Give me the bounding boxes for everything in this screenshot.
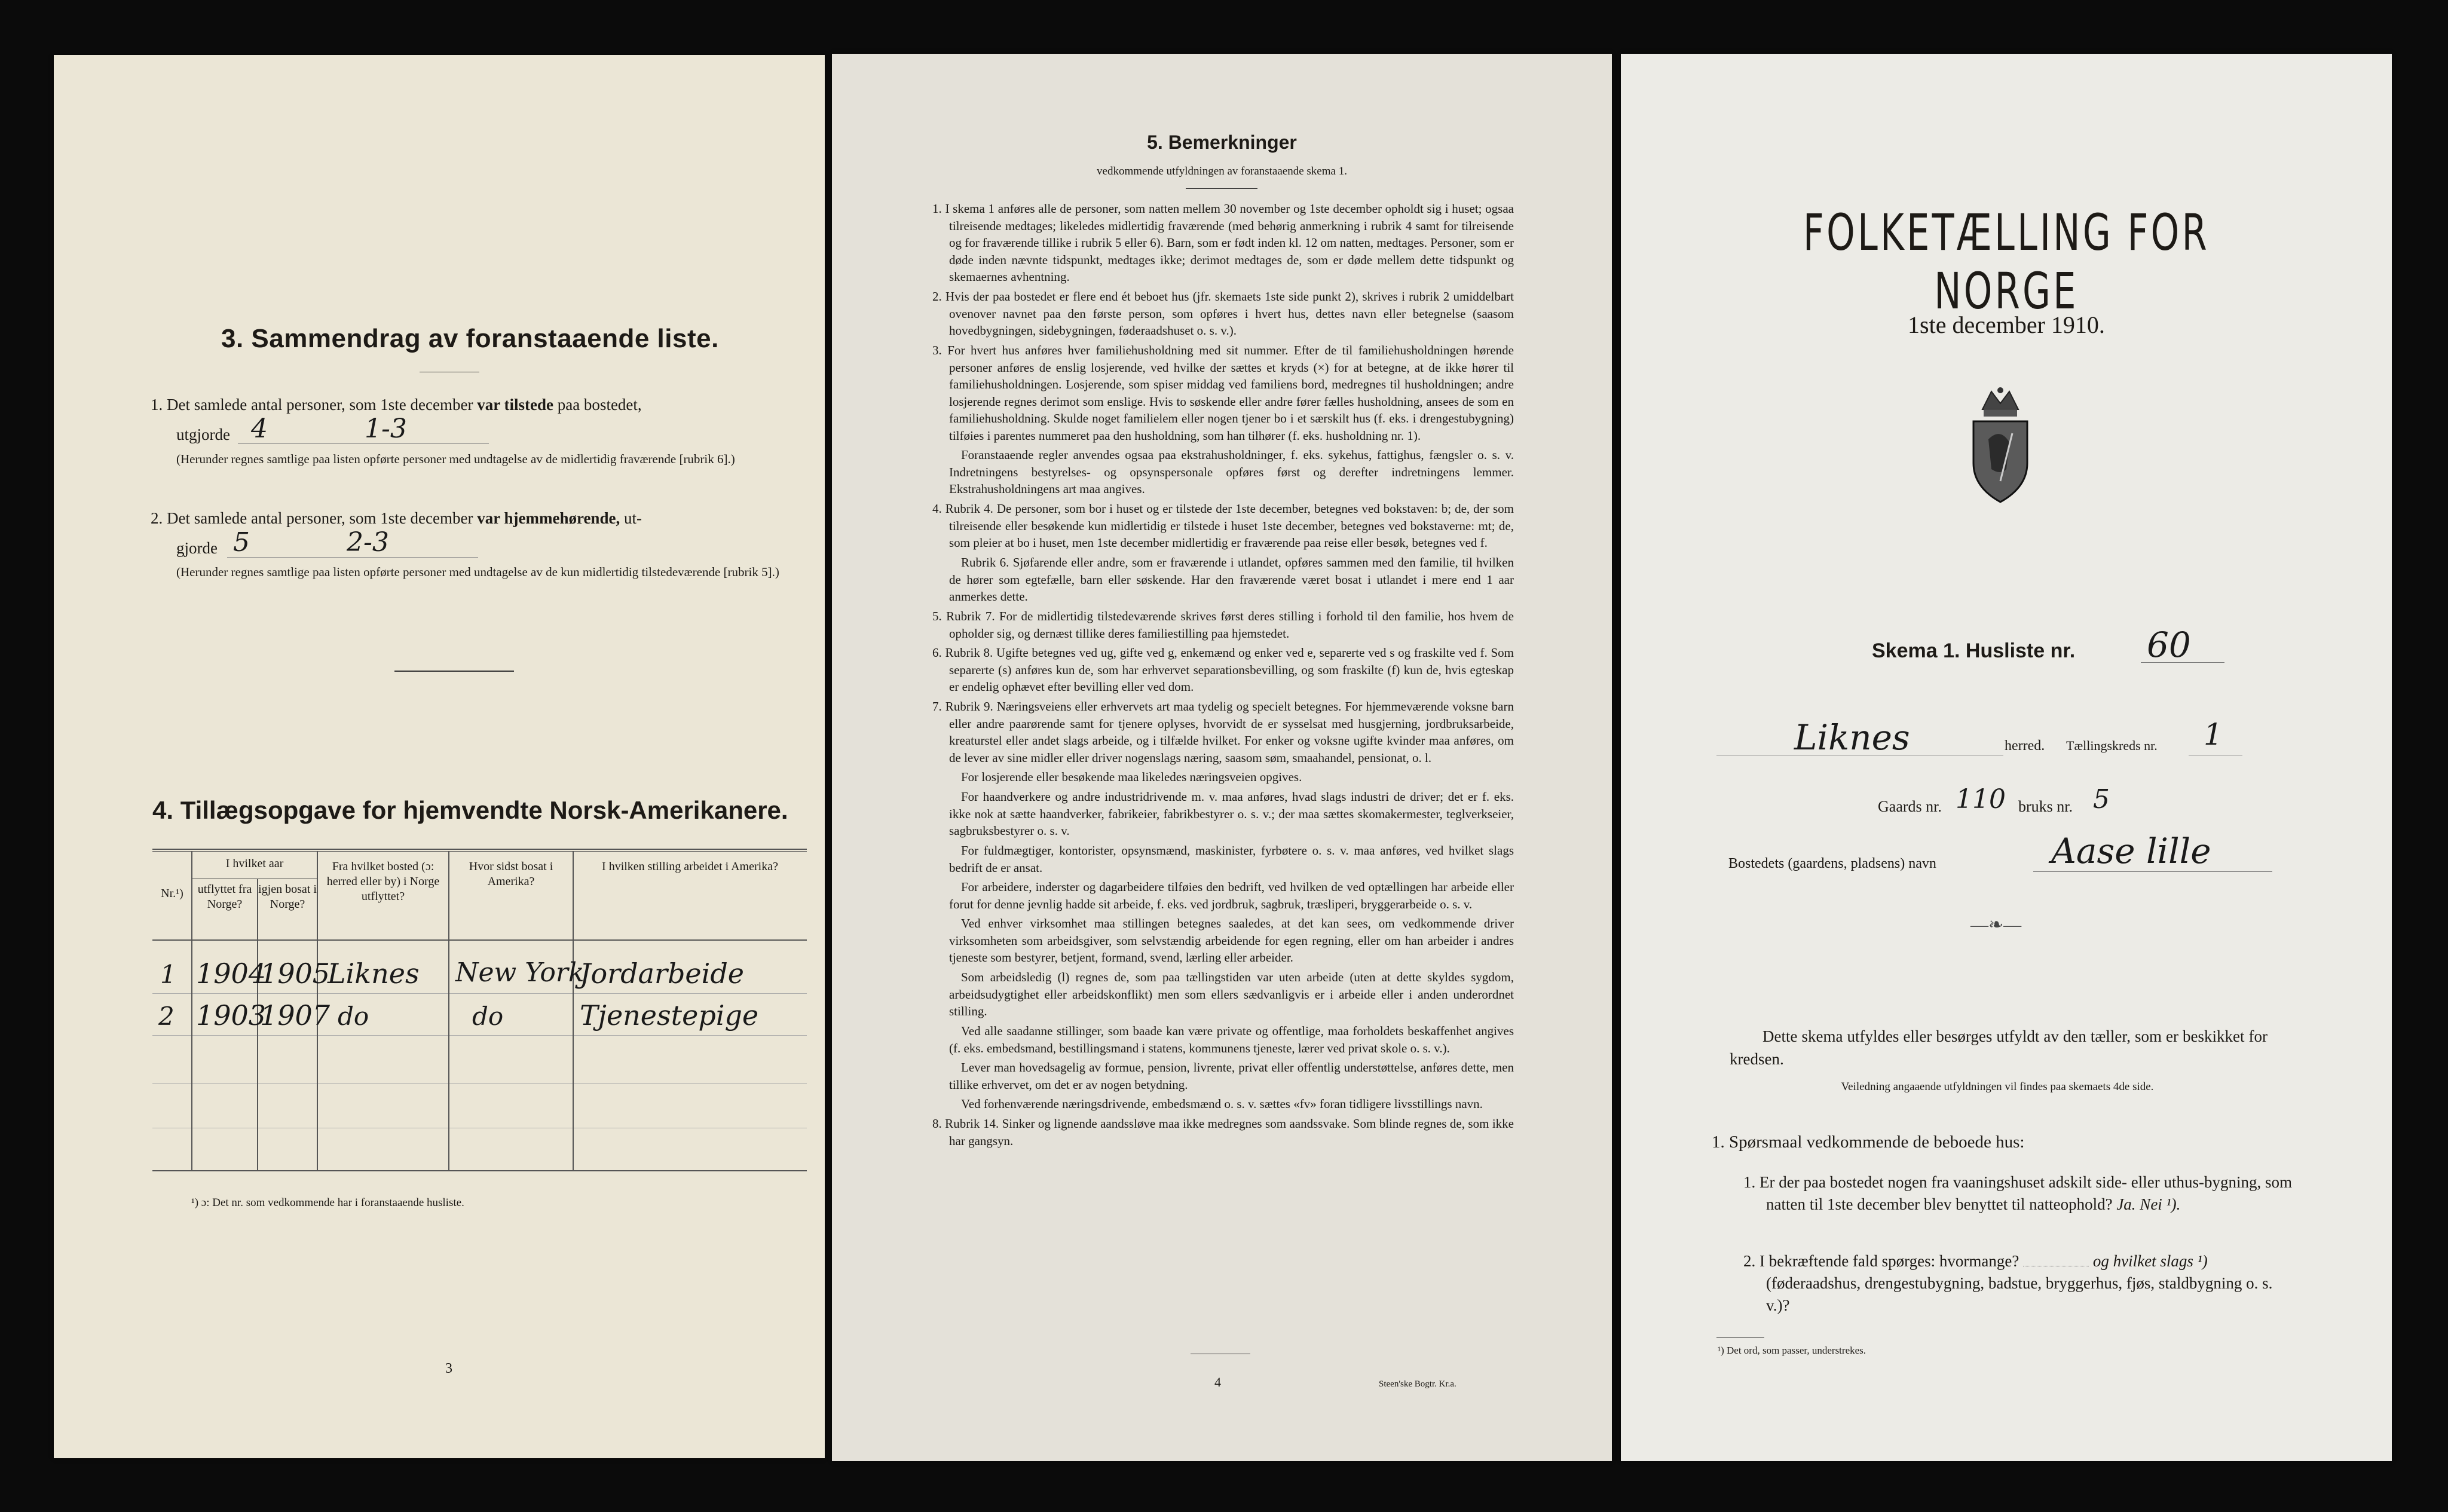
instruction-note: Veiledning angaaende utfyldningen vil findes paa skemaets 4de side. bbox=[1841, 1081, 2154, 1093]
row-2-fra: do bbox=[338, 1002, 369, 1031]
bemerkning-paragraph: 1. I skema 1 anføres alle de personer, som natten mellem 30 november og 1ste december opholdt sig i huset; ogsaa tilreisende medtages; likeledes midlertidig fraværende (med behørig anmerkning i rubrik 4 samt for tilreisende og for fraværende tillike i rubrik 5 eller 6). Barn, som er født inden kl. 12 om natten, medtages. Personer, som er døde inden nævnte tidspunkt, medtages ikke; derimot medtages de, som er døde mellem dette tidspunkt og skemaernes avhentning. bbox=[932, 201, 1514, 284]
questions-heading: 1. Spørsmaal vedkommende de beboede hus: bbox=[1712, 1133, 2025, 1152]
row-1-nr: 1 bbox=[160, 960, 176, 989]
item-2-handwritten-range: 2-3 bbox=[347, 527, 389, 558]
section-3-title: 3. Sammendrag av foranstaaende liste. bbox=[221, 324, 719, 353]
col-header-utflyttet: utflyttet fra Norge? bbox=[197, 883, 252, 911]
question-2-text: 2. I bekræftende fald spørges: hvormange? bbox=[1743, 1252, 2019, 1270]
page-number: 3 bbox=[445, 1361, 452, 1376]
bemerkning-paragraph: 5. Rubrik 7. For de midlertidig tilstedeværende skrives først deres stilling i forhold til den familie, hos hvem de opholder sig, og dernæst tillike deres familiestilling paa hjemstedet. bbox=[932, 609, 1514, 641]
item-2-handwritten-count: 5 bbox=[233, 527, 250, 558]
item-2-tail: ut- bbox=[623, 509, 642, 527]
page-3 bbox=[54, 55, 825, 1458]
page-4 bbox=[832, 54, 1612, 1461]
item-1-handwritten-count: 4 bbox=[251, 414, 268, 444]
item-1-text: 1. Det samlede antal personer, som 1ste december bbox=[151, 396, 473, 414]
row-1-stilling: Jordarbeide bbox=[580, 957, 745, 990]
question-1-answer[interactable]: Ja. Nei ¹). bbox=[2116, 1195, 2181, 1213]
coat-of-arms-icon bbox=[1964, 385, 2036, 508]
item-2-text: 2. Det samlede antal personer, som 1ste december bbox=[151, 509, 473, 527]
col-rule bbox=[448, 851, 449, 1170]
bruks-handwritten[interactable]: 5 bbox=[2093, 784, 2110, 815]
bemerkning-paragraph: Ved alle saadanne stillinger, som baade kan være private og offentlige, maa forholdets beskaffenhet angives (f. eks. embedsmand, bestillingsmand i statens, kommunens tjeneste, lærer ved privat skole o. s. v.). bbox=[949, 1024, 1514, 1055]
item-1 bbox=[151, 396, 642, 414]
bosted-handwritten[interactable]: Aase lille bbox=[2051, 831, 2211, 871]
bemerkning-paragraph: For arbeidere, inderster og dagarbeidere tilføies den bedrift, ved hvilken de ved optællingen har arbeide eller forut for denne jevnlig hadde sit arbeide, f. eks. ved jordbruk, sagbruk, træsliperi, bryggerarbeide o. s. v. bbox=[949, 880, 1514, 911]
row-2-hvor: do bbox=[472, 1002, 504, 1031]
table-bottom-rule bbox=[152, 1170, 807, 1171]
instruction-text: Dette skema utfyldes eller besørges utfyldt av den tæller, som er beskikket for kredsen. bbox=[1730, 1027, 2268, 1068]
table-header-rule bbox=[152, 939, 807, 941]
row-2-nr: 2 bbox=[158, 1002, 175, 1031]
page-1 bbox=[1621, 54, 2392, 1461]
item-2-utgjorde: gjorde bbox=[176, 539, 218, 557]
col-rule bbox=[573, 851, 574, 1170]
herred-label: herred. bbox=[2005, 738, 2045, 754]
bemerkning-paragraph: Rubrik 6. Sjøfarende eller andre, som er fraværende i utlandet, opføres sammen med den familie, til hvilken de hører som egtefælle, barn eller søskende. Har den fraværende været bosat i utlandet i mere end 1 aar anmerkes dette. bbox=[949, 555, 1514, 604]
col-header-year: I hvilket aar bbox=[225, 857, 284, 870]
question-1-text: 1. Er der paa bostedet nogen fra vaaningshuset adskilt side- eller uthus-bygning, som natten til 1ste december blev benyttet til natteophold? bbox=[1743, 1173, 2292, 1213]
page-number: 4 bbox=[1214, 1375, 1221, 1389]
bemerkning-paragraph: 4. Rubrik 4. De personer, som bor i huset og er tilstede der 1ste december, betegnes ved bokstaven: b; de, der som tilreisende eller besøkende kun midlertidig er tilstede i huset 1ste december, betegnes ved bokstaverne: mt; de, som pleier at bo i huset, men 1ste december midlertidig er fraværende paa reise eller besøk, betegnes ved f. bbox=[932, 501, 1514, 550]
bemerkning-paragraph: 2. Hvis der paa bostedet er flere end ét beboet hus (jfr. skemaets 1ste side punkt 2), skrives i rubrik 2 umiddelbart ovenover navnet paa den første person, som opføres i hvert hus, dettes navn eller betegnelse (saasom hovedbygningen, sidebygningen, føderaadshuset o. s. v.). bbox=[932, 289, 1514, 338]
item-1-bold: var tilstede bbox=[477, 396, 553, 414]
col-header-fra-bosted: Fra hvilket bosted (ɔ: herred eller by) i Norge utflyttet? bbox=[326, 860, 440, 903]
bemerkning-paragraph: Foranstaaende regler anvendes ogsaa paa ekstrahusholdninger, f. eks. sykehus, fattighus, fængsler o. s. v. Indretningens bestyrelses- og opsynspersonale opføres først og derefter indretningens lemmer. Ekstrahusholdningens art maa angives. bbox=[949, 448, 1514, 496]
bemerkning-paragraph: For losjerende eller besøkende maa likeledes næringsveien opgives. bbox=[961, 770, 1302, 784]
bemerkninger-title: 5. Bemerkninger bbox=[1147, 131, 1297, 153]
row-rule bbox=[152, 993, 807, 994]
bemerkning-paragraph: 7. Rubrik 9. Næringsveiens eller erhvervets art maa tydelig og specielt betegnes. For hjemmeværende voksne barn eller andre paarørende samt for tjenere oplyses, hvorvidt de er sysselsat med husgjerning, jordbruksarbeide, kreaturstel eller andet slags arbeide, og i tilfælde hvilket. For enker og voksne ugifte kvinder maa anføres, om de lever av sine midler eller driver nogenslags næring, saasom søm, smaahandel, pensionat, o. l. bbox=[932, 699, 1514, 765]
ornament-icon: —❧— bbox=[1970, 915, 2022, 935]
row-rule bbox=[152, 1035, 807, 1036]
item-1-line bbox=[238, 443, 489, 444]
main-title: FOLKETÆLLING FOR NORGE bbox=[1803, 203, 2210, 320]
row-rule bbox=[152, 1083, 807, 1084]
divider bbox=[1186, 188, 1257, 189]
bemerkning-paragraph: Som arbeidsledig (l) regnes de, som paa tællingstiden var uten arbeide (uten at dette skyldes sygdom, arbeidsudygtighet eller arbeidskonflikt) men som ellers sædvanligvis er i arbeide eller i anden underordnet stilling. bbox=[949, 970, 1514, 1018]
divider bbox=[1716, 1337, 1764, 1338]
husliste-number-handwritten[interactable]: 60 bbox=[2147, 625, 2191, 665]
bosted-line bbox=[2033, 871, 2272, 872]
census-date: 1ste december 1910. bbox=[1908, 311, 2105, 338]
item-1-note: (Herunder regnes samtlige paa listen opførte personer med undtagelse av de midlertidig fraværende [rubrik 6].) bbox=[176, 452, 735, 466]
printer-imprint: Steen'ske Bogtr. Kr.a. bbox=[1379, 1379, 1456, 1389]
bemerkning-paragraph: 6. Rubrik 8. Ugifte betegnes ved ug, gifte ved g, enkemænd og enker ved e, separerte ved s og fraskilte ved f. Som separerte (s) anføres kun de, som har erhvervet separationsbevilling, og som fraskilte (f) kun de, hvis egteskap er endelig ophævet efter bevilling eller ved dom. bbox=[932, 645, 1514, 694]
row-1-hvor: New York bbox=[455, 957, 585, 988]
bemerkning-paragraph: 3. For hvert hus anføres hver familiehusholdning med sit nummer. Efter de til familiehusholdningen hørende personer anføres de enslig losjerende, ved hvilke der sættes et kryds (×) for at betegne, at de ikke hører til familiehusholdningen. Losjerende, som spiser middag ved familiens bord, medregnes til husholdningen; andre losjerende regnes derimot som enslige. Hvis to søskende eller andre fører fælles husholdning, ansees de som en familiehusholdning. Skulde noget familielem eller nogen tjener bo i et særskilt hus (f. eks. i drengestubygning) tilføies i parentes nummeret paa den husholdning, som han tilhører (f. eks. husholdning nr. 1). bbox=[932, 343, 1514, 443]
section-4-title: 4. Tillægsopgave for hjemvendte Norsk-Amerikanere. bbox=[152, 796, 788, 824]
row-1-fra: Liknes bbox=[328, 957, 420, 990]
divider bbox=[394, 671, 514, 672]
table-top-rule bbox=[152, 849, 807, 850]
row-1-utflyttet: 1904 bbox=[196, 957, 267, 990]
kreds-handwritten[interactable]: 1 bbox=[2204, 717, 2223, 752]
bemerkning-paragraph: Lever man hovedsagelig av formue, pension, livrente, privat eller offentlig understøttelse, anføres dette, men tillike erhvervet, om det er av nogen betydning. bbox=[949, 1060, 1514, 1092]
bemerkning-paragraph: Ved enhver virksomhet maa stillingen betegnes saaledes, at det kan sees, om vedkommende driver virksomheten som arbeidsgiver, som selvstændig arbeidende for egen regning, eller om han arbeider i andres tjeneste som bestyrer, betjent, formand, svend, lærling eller arbeider. bbox=[949, 916, 1514, 965]
question-2-examples: (føderaadshus, drengestubygning, badstue, bryggerhus, fjøs, staldbygning o. s. v.)? bbox=[1766, 1274, 2273, 1314]
question-2-kind: og hvilket slags ¹) bbox=[2092, 1252, 2208, 1270]
bosted-label: Bostedets (gaardens, pladsens) navn bbox=[1728, 856, 1936, 871]
question-2 bbox=[1743, 1250, 2292, 1317]
col-header-stilling: I hvilken stilling arbeidet i Amerika? bbox=[602, 860, 778, 873]
col-header-nr: Nr.¹) bbox=[161, 887, 183, 900]
bemerkning-paragraph: For fuldmægtiger, kontorister, opsynsmænd, maskinister, fyrbøtere o. s. v. maa anføres, ved hvilket slags bedrift de er ansat. bbox=[949, 843, 1514, 875]
table-top-rule-2 bbox=[152, 851, 807, 852]
row-2-utflyttet: 1903 bbox=[196, 999, 267, 1032]
row-2-stilling: Tjenestepige bbox=[580, 999, 759, 1032]
herred-handwritten[interactable]: Liknes bbox=[1794, 717, 1910, 758]
bemerkning-paragraph: For haandverkere og andre industridrivende m. v. maa anføres, hvad slags industri de driver; det er f. eks. ikke nok at sætte haandverker, fabrikeier, fabrikbestyrer o. s. v.; der maa sættes skomakermester, teglverkseier, sagbruksbestyrer o. s. v. bbox=[949, 789, 1514, 838]
bemerkninger-subtitle: vedkommende utfyldningen av foranstaaende skema 1. bbox=[1097, 165, 1347, 177]
table-footnote: ¹) ɔ: Det nr. som vedkommende har i foranstaaende husliste. bbox=[191, 1196, 464, 1209]
col-header-hvor-sidst: Hvor sidst bosat i Amerika? bbox=[469, 860, 553, 888]
item-2-note: (Herunder regnes samtlige paa listen opførte personer med undtagelse av de kun midlertidig tilstedeværende [rubrik 5].) bbox=[176, 565, 779, 579]
page-footnote: ¹) Det ord, som passer, understrekes. bbox=[1718, 1345, 1866, 1356]
gaards-handwritten[interactable]: 110 bbox=[1956, 784, 2006, 815]
item-2-bold: var hjemmehørende, bbox=[477, 509, 620, 527]
bruks-label: bruks nr. bbox=[2018, 798, 2073, 815]
gaards-label: Gaards nr. bbox=[1878, 798, 1942, 815]
bemerkning-paragraph: Ved forhenværende næringsdrivende, embedsmænd o. s. v. sættes «fv» foran tidligere livsstillings navn. bbox=[961, 1097, 1483, 1111]
item-1-tail: paa bostedet, bbox=[557, 396, 642, 414]
kreds-label: Tællingskreds nr. bbox=[2066, 738, 2158, 753]
row-1-igjen: 1905 bbox=[260, 957, 331, 990]
col-header-igjen: igjen bosat i Norge? bbox=[258, 883, 317, 911]
row-2-igjen: 1907 bbox=[260, 999, 331, 1032]
item-1-utgjorde: utgjorde bbox=[176, 426, 230, 443]
item-2 bbox=[151, 509, 642, 528]
bemerkning-paragraph: 8. Rubrik 14. Sinker og lignende aandssløve maa ikke medregnes som aandssvake. Som blinde regnes de, som ikke har gangsyn. bbox=[932, 1116, 1514, 1148]
schema-label: Skema 1. Husliste nr. bbox=[1872, 639, 2076, 662]
question-1 bbox=[1743, 1171, 2292, 1216]
item-1-handwritten-range: 1-3 bbox=[365, 414, 407, 444]
